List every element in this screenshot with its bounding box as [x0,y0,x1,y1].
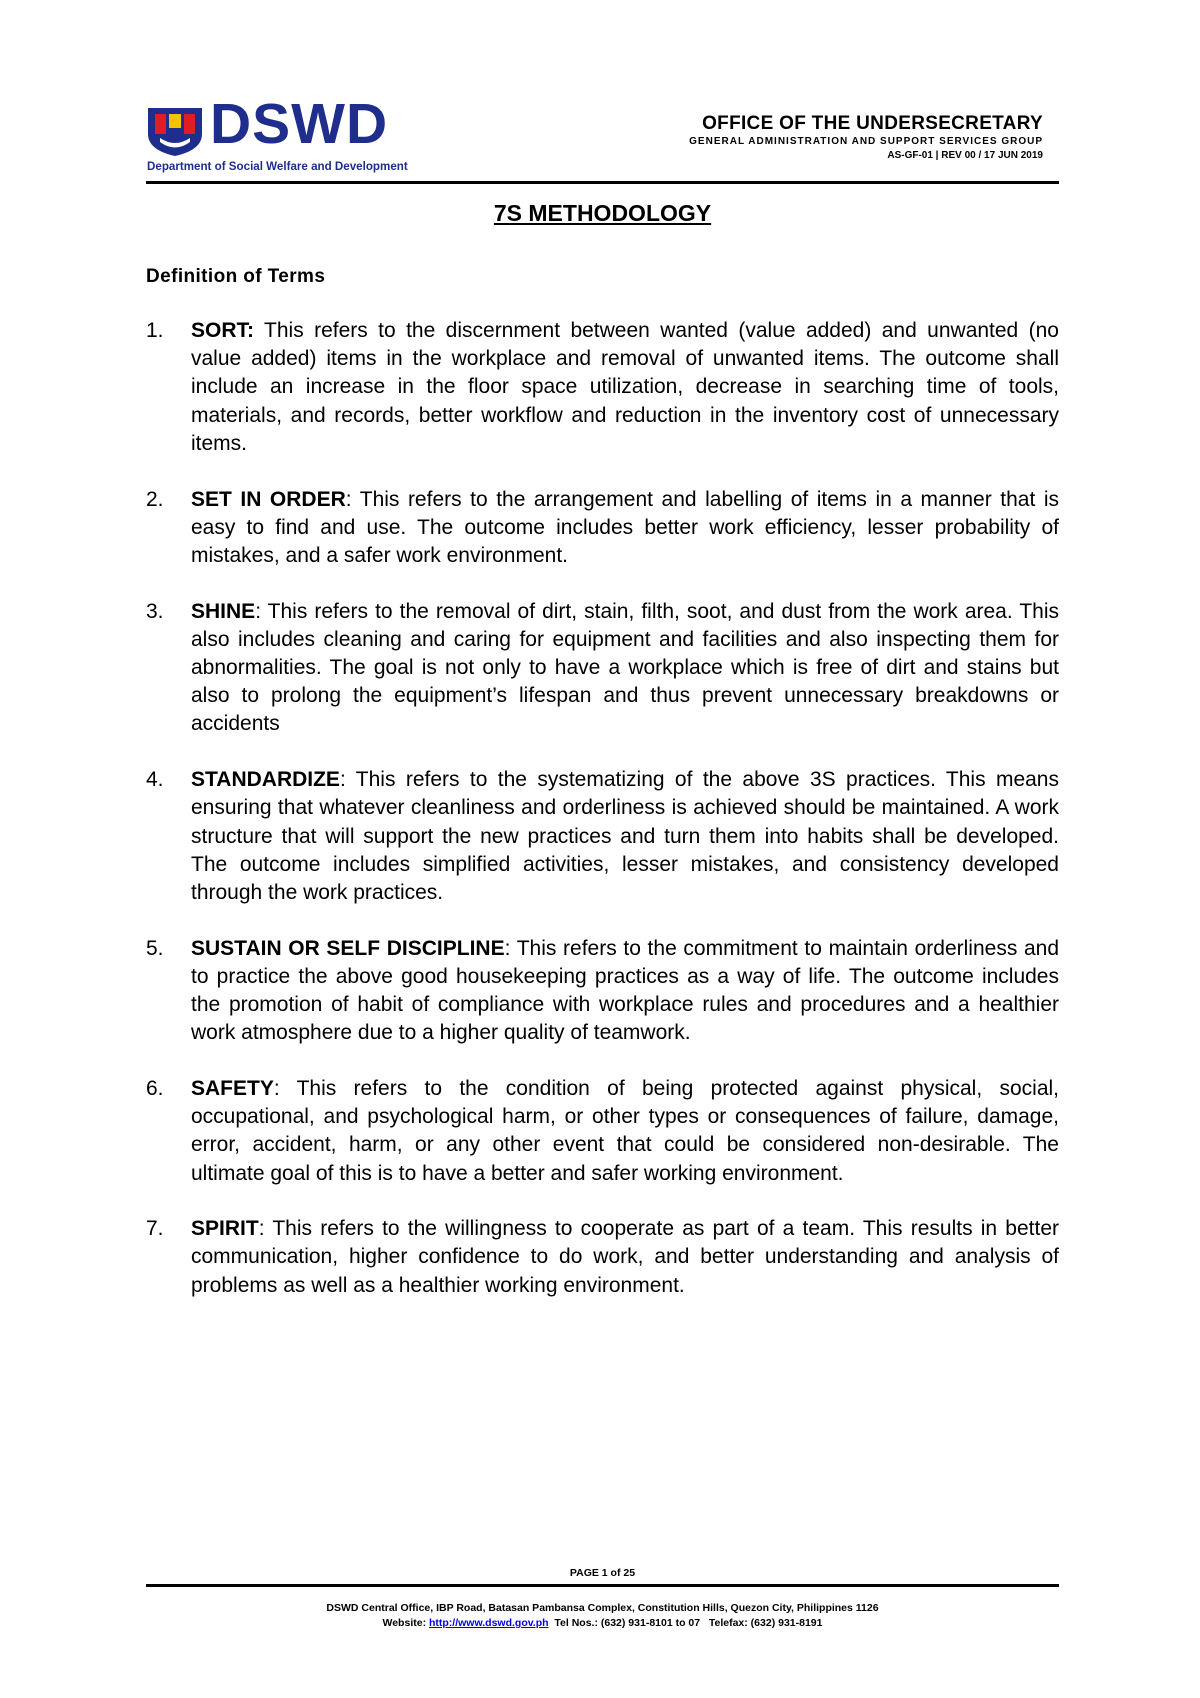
term-item [146,935,1059,1048]
term-name: SUSTAIN OR SELF DISCIPLINE [191,936,505,960]
term-definition: This refers to the discernment between wanted (value added) and unwanted (no value added) items in the workplace and removal of unwanted items. The outcome shall include an increase in the floor space utilization, decrease in searching time of tools, materials, and records, better workflow and reduction in the inventory cost of unnecessary items. [191,319,1059,455]
term-item [146,766,1059,907]
term-item [146,317,1059,458]
terms-list [146,317,1059,1327]
term-item [146,1215,1059,1300]
term-number: 2. [146,487,164,511]
term-number: 5. [146,936,164,960]
website-link[interactable]: http://www.dswd.gov.ph [428,1617,549,1629]
term-number: 6. [146,1076,164,1100]
term-number: 7. [146,1217,164,1241]
term-number: 1. [146,319,164,342]
section-heading: Definition of Terms [146,266,326,287]
office-title: OFFICE OF THE UNDERSECRETARY [702,113,1043,134]
term-number: 4. [146,768,164,792]
header-divider [146,181,1059,184]
term-name: SHINE [191,599,256,623]
footer-divider [146,1584,1059,1587]
term-name: SORT: [191,319,254,342]
footer [146,1601,1059,1631]
term-item [146,598,1059,739]
term-name: SAFETY [191,1076,274,1100]
office-group: GENERAL ADMINISTRATION AND SUPPORT SERVICES GROUP [689,136,1043,147]
footer-contact [146,1616,1059,1631]
term-item [146,1075,1059,1188]
term-definition: : This refers to the arrangement and labelling of items in a manner that is easy to find and use. The outcome includes better work efficiency, lesser probability of mistakes, and a safer work environment. [191,487,1059,567]
term-definition: : This refers to the removal of dirt, stain, filth, soot, and dust from the work area. This also includes cleaning and caring for equipment and facilities and also inspecting them for abnormalities. The goal is not only to have a workplace which is free of dirt and stains but also to prolong the equipment’s lifespan and thus prevent unnecessary breakdowns or accidents [191,599,1059,736]
term-number: 3. [146,599,164,623]
office-block [689,113,1043,162]
dswd-logo [146,92,408,174]
term-definition: : This refers to the condition of being protected against physical, social, occupational, and psychological harm, or other types or consequences of failure, damage, error, accident, harm, or any other event that could be considered non-desirable. The ultimate goal of this is to have a better and safer working environment. [191,1076,1059,1185]
term-definition: : This refers to the commitment to maintain orderliness and to practice the above good housekeeping practices as a way of life. The outcome includes the promotion of habit of compliance with workplace rules and procedures and a healthier work atmosphere due to a higher quality of teamwork. [191,936,1060,1045]
term-item [146,486,1059,571]
term-definition: : This refers to the willingness to cooperate as part of a team. This results in better communication, higher confidence to do work, and better understanding and analysis of problems as well as a healthier working environment. [191,1217,1059,1297]
page-number: PAGE 1 of 25 [569,1567,636,1579]
term-name: STANDARDIZE [191,768,340,792]
dswd-wordmark: DSWD [210,92,389,156]
phone-numbers: Tel Nos.: (632) 931-8101 to 07 Telefax: (632) 931-8191 [548,1617,823,1629]
dswd-shield-icon [146,106,204,158]
document-code: AS-GF-01 | REV 00 / 17 JUN 2019 [887,150,1043,161]
letterhead [146,92,1059,184]
dswd-department-name: Department of Social Welfare and Development [147,160,408,173]
term-name: SPIRIT [191,1217,259,1241]
website-label: Website: [382,1617,429,1629]
footer-address: DSWD Central Office, IBP Road, Batasan Pambansa Complex, Constitution Hills, Quezon City, Philippines 1126 [326,1602,879,1614]
term-definition: : This refers to the systematizing of the above 3S practices. This means ensuring that whatever cleanliness and orderliness is achieved should be maintained. A work structure that will support the new practices and turn them into habits shall be developed. The outcome includes simplified activities, lesser mistakes, and consistency developed through the work practices. [191,768,1059,904]
document-title: 7S METHODOLOGY [493,200,712,226]
term-name: SET IN ORDER [191,487,346,511]
